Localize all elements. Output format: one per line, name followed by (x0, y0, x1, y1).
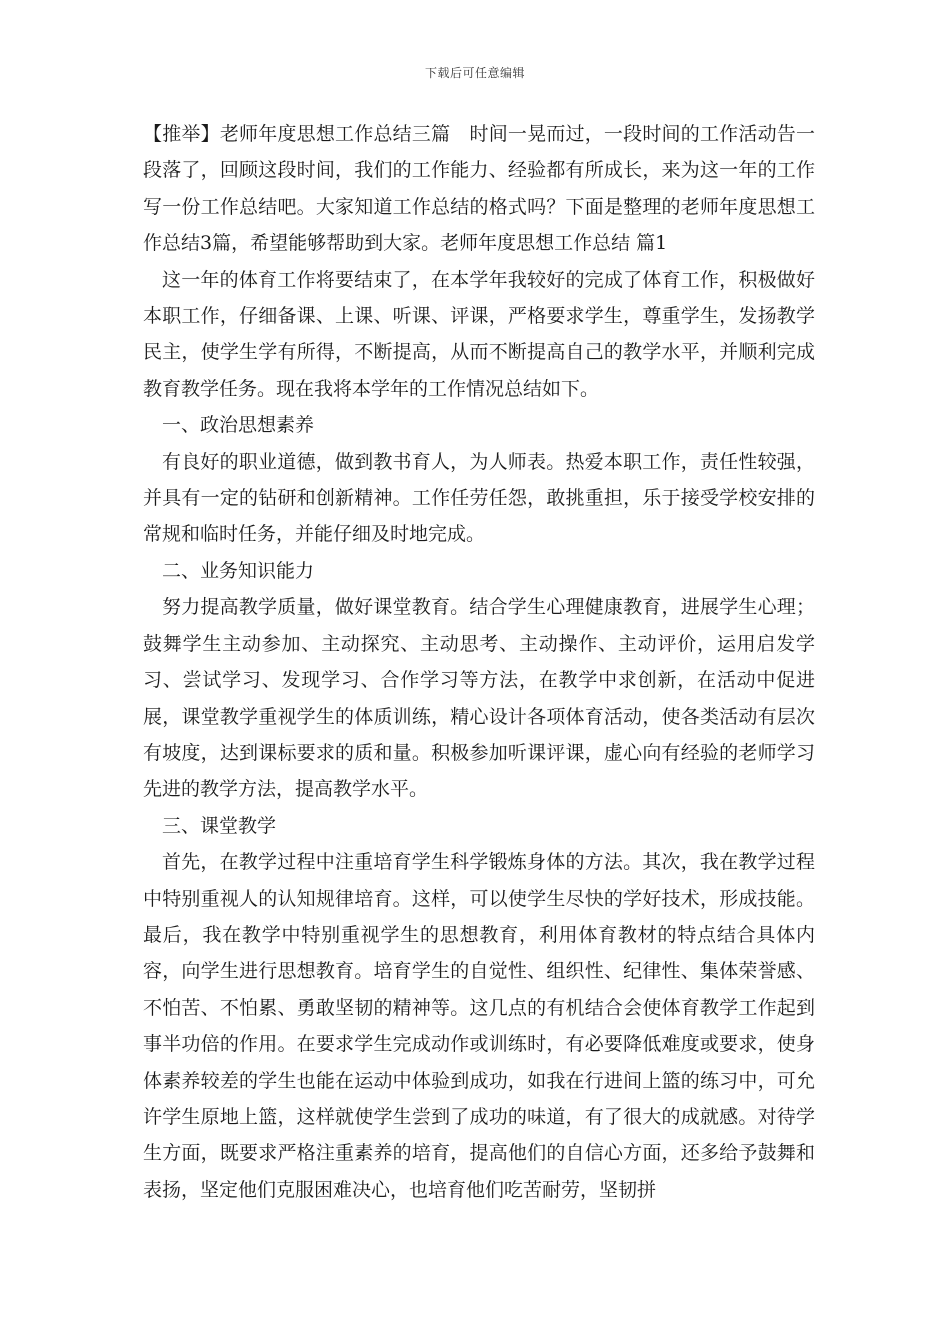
paragraph-politics: 有良好的职业道德，做到教书育人，为人师表。热爱本职工作，责任性较强，并具有一定的钻研和创新精神。工作任劳任怨，敢挑重担，乐于接受学校安排的常规和临时任务，并能仔细及时地完成。 (143, 450, 815, 546)
paragraph-classroom: 首先，在教学过程中注重培育学生科学锻炼身体的方法。其次，我在教学过程中特别重视人的认知规律培育。这样，可以使学生尽快的学好技术，形成技能。最后，我在教学中特别重视学生的思想教育，利用体育教材的特点结合具体内容，向学生进行思想教育。培育学生的自觉性、组织性、纪律性、集体荣誉感、不怕苦、不怕累、勇敢坚韧的精神等。这几点的有机结合会使体育教学工作起到事半功倍的作用。在要求学生完成动作或训练时，有必要降低难度或要求，使身体素养较差的学生也能在运动中体验到成功，如我在行进间上篮的练习中，可允许学生原地上篮，这样就使学生尝到了成功的味道，有了很大的成就感。对待学生方面，既要求严格注重素养的培育，提高他们的自信心方面，还多给予鼓舞和表扬，坚定他们克服困难决心，也培育他们吃苦耐劳，坚韧拼 (143, 851, 815, 1201)
section-heading-classroom: 三、课堂教学 (162, 814, 277, 837)
section-heading-politics: 一、政治思想素养 (162, 414, 315, 437)
paragraph-summary: 这一年的体育工作将要结束了，在本学年我较好的完成了体育工作，积极做好本职工作，仔细备课、上课、听课、评课，严格要求学生，尊重学生，发扬教学民主，使学生学有所得，不断提高，从而不断提高自己的教学水平，并顺利完成教育教学任务。现在我将本学年的工作情况总结如下。 (143, 268, 815, 400)
paragraph-skills: 努力提高教学质量，做好课堂教育。结合学生心理健康教育，进展学生心理；鼓舞学生主动参加、主动探究、主动思考、主动操作、主动评价，运用启发学习、尝试学习、发现学习、合作学习等方法，在教学中求创新，在活动中促进展，课堂教学重视学生的体质训练，精心设计各项体育活动，使各类活动有层次有坡度，达到课标要求的质和量。积极参加听课评课，虚心向有经验的老师学习先进的教学方法，提高教学水平。 (143, 596, 815, 801)
document-body (143, 116, 815, 1208)
page-header-note: 下载后可任意编辑 (424, 66, 525, 80)
section-heading-skills: 二、业务知识能力 (162, 559, 315, 582)
intro-paragraph: 【推举】老师年度思想工作总结三篇 时间一晃而过，一段时间的工作活动告一段落了，回顾这段时间，我们的工作能力、经验都有所成长，来为这一年的工作写一份工作总结吧。大家知道工作总结的格式吗？下面是整理的老师年度思想工作总结3篇，希望能够帮助到大家。老师年度思想工作总结 篇1 (143, 123, 815, 255)
